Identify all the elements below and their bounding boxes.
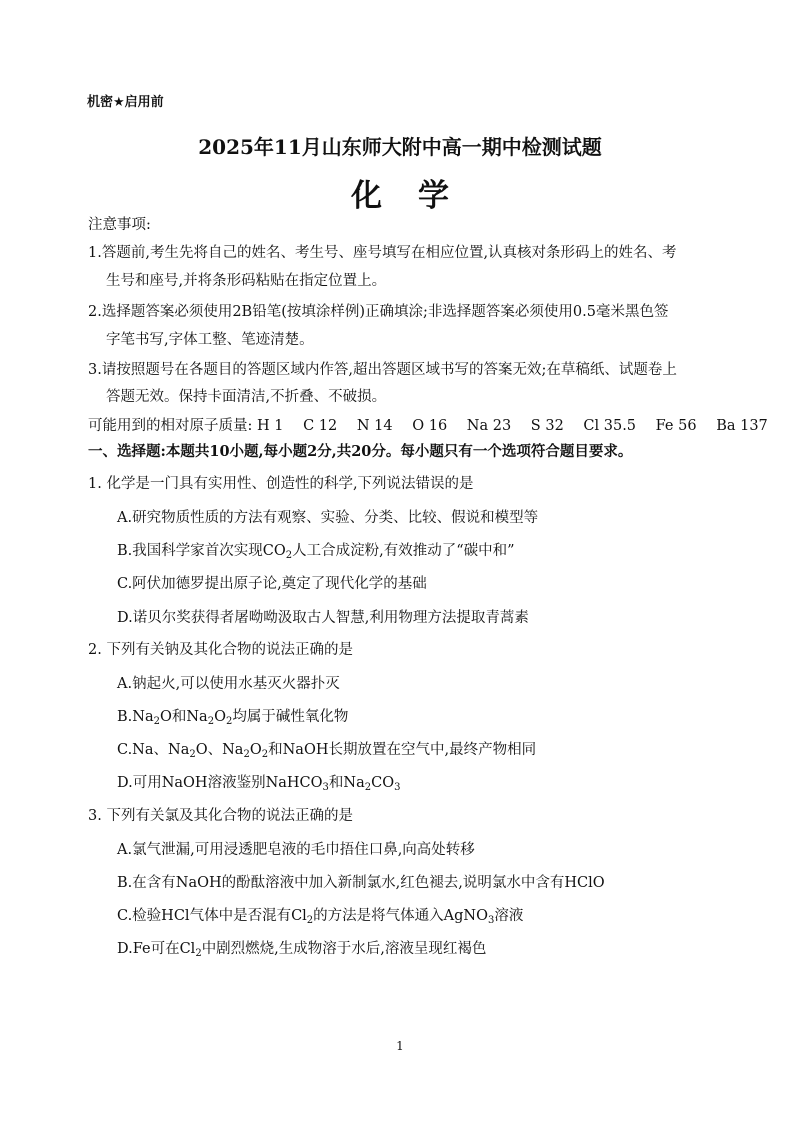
mass-item: H 1: [257, 418, 284, 434]
exam-title: 2025年11月山东师大附中高一期中检测试题: [198, 135, 602, 159]
question-3-option-b: B.在含有NaOH的酚酞溶液中加入新制氯水,红色褪去,说明氯水中含有HClO: [117, 875, 605, 891]
confidential-mark: 机密★启用前: [87, 95, 164, 110]
option-text: B.我国科学家首次实现CO: [117, 543, 286, 559]
option-text: B.Na: [117, 709, 154, 725]
option-text: C.检验HCl气体中是否混有Cl: [117, 908, 307, 924]
option-text: O、Na: [195, 742, 244, 758]
subscript: 2: [285, 550, 293, 561]
question-2-option-a: A.钠起火,可以使用水基灭火器扑灭: [117, 676, 340, 692]
question-1-stem: 1. 化学是一门具有实用性、创造性的科学,下列说法错误的是: [88, 476, 474, 492]
subscript: 2: [243, 749, 250, 760]
option-text: CO: [371, 775, 395, 791]
subscript: 2: [225, 716, 233, 727]
option-text: 均属于碱性氧化物: [232, 709, 349, 725]
mass-item: N 14: [356, 418, 393, 434]
option-text: 人工合成淀粉,有效推动了“碳中和”: [292, 543, 515, 559]
option-text: O和Na: [159, 709, 208, 725]
mass-item: S 32: [530, 418, 564, 434]
subscript: 2: [364, 782, 372, 793]
question-2-option-d: [117, 771, 401, 792]
subscript: 2: [306, 915, 314, 926]
option-text: O: [249, 742, 262, 758]
subscript: 2: [153, 716, 160, 727]
mass-item: Fe 56: [655, 418, 697, 434]
option-text: D.可用NaOH溶液鉴别NaHCO: [117, 775, 323, 791]
notice-item-2: 2.选择题答案必须使用2B铅笔(按填涂样例)正确填涂;非选择题答案必须使用0.5毫米黑色签: [88, 304, 669, 320]
notice-heading: 注意事项:: [88, 217, 151, 233]
mass-item: C 12: [303, 418, 338, 434]
option-text: 中剧烈燃烧,生成物溶于水后,溶液呈现红褐色: [201, 941, 487, 957]
mass-item: O 16: [412, 418, 448, 434]
mass-item: Cl 35.5: [583, 418, 637, 434]
subscript: 2: [195, 948, 202, 959]
notice-item-1-cont: 生号和座号,并将条形码粘贴在指定位置上。: [106, 273, 387, 289]
option-text: 的方法是将气体通入AgNO: [313, 908, 488, 924]
option-text: O: [214, 709, 226, 725]
question-1-option-b: [117, 539, 515, 560]
question-2-option-c: [117, 738, 536, 759]
subject-title: 化学: [351, 178, 485, 214]
option-text: 溶液: [494, 908, 524, 924]
subscript: 3: [488, 915, 495, 926]
option-text: D.Fe可在Cl: [117, 941, 196, 957]
mass-item: Na 23: [466, 418, 512, 434]
question-1-option-d: D.诺贝尔奖获得者屠呦呦汲取古人智慧,利用物理方法提取青蒿素: [117, 610, 529, 626]
subscript: 3: [322, 782, 329, 793]
subscript: 2: [189, 749, 196, 760]
subscript: 2: [207, 716, 215, 727]
notice-item-3-cont: 答题无效。保持卡面清洁,不折叠、不破损。: [106, 389, 387, 405]
notice-item-3: 3.请按照题号在各题目的答题区域内作答,超出答题区域书写的答案无效;在草稿纸、试题卷上: [88, 362, 677, 378]
option-text: 和NaOH长期放置在空气中,最终产物相同: [268, 742, 537, 758]
question-2-stem: 2. 下列有关钠及其化合物的说法正确的是: [88, 642, 353, 658]
subscript: 3: [394, 782, 401, 793]
question-3-option-c: [117, 904, 523, 925]
notice-item-2-cont: 字笔书写,字体工整、笔迹清楚。: [106, 332, 314, 348]
atomic-masses: [88, 414, 783, 435]
question-1-option-c: C.阿伏加德罗提出原子论,奠定了现代化学的基础: [117, 576, 427, 592]
page-number: 1: [396, 1039, 404, 1053]
question-3-option-a: A.氯气泄漏,可用浸透肥皂液的毛巾捂住口鼻,向高处转移: [117, 842, 475, 858]
subscript: 2: [261, 749, 269, 760]
question-3-stem: 3. 下列有关氯及其化合物的说法正确的是: [88, 808, 353, 824]
question-1-option-a: A.研究物质性质的方法有观察、实验、分类、比较、假说和模型等: [117, 510, 539, 526]
mass-item: Ba 137: [716, 418, 768, 434]
notice-item-1: 1.答题前,考生先将自己的姓名、考生号、座号填写在相应位置,认真核对条形码上的姓名、考: [88, 245, 677, 261]
question-3-option-d: [117, 937, 486, 958]
section-heading: 一、选择题:本题共10小题,每小题2分,共20分。每小题只有一个选项符合题目要求。: [88, 443, 633, 460]
option-text: C.Na、Na: [117, 742, 190, 758]
atomic-masses-label: 可能用到的相对原子质量:: [88, 418, 253, 434]
question-2-option-b: [117, 705, 348, 726]
option-text: 和Na: [328, 775, 365, 791]
